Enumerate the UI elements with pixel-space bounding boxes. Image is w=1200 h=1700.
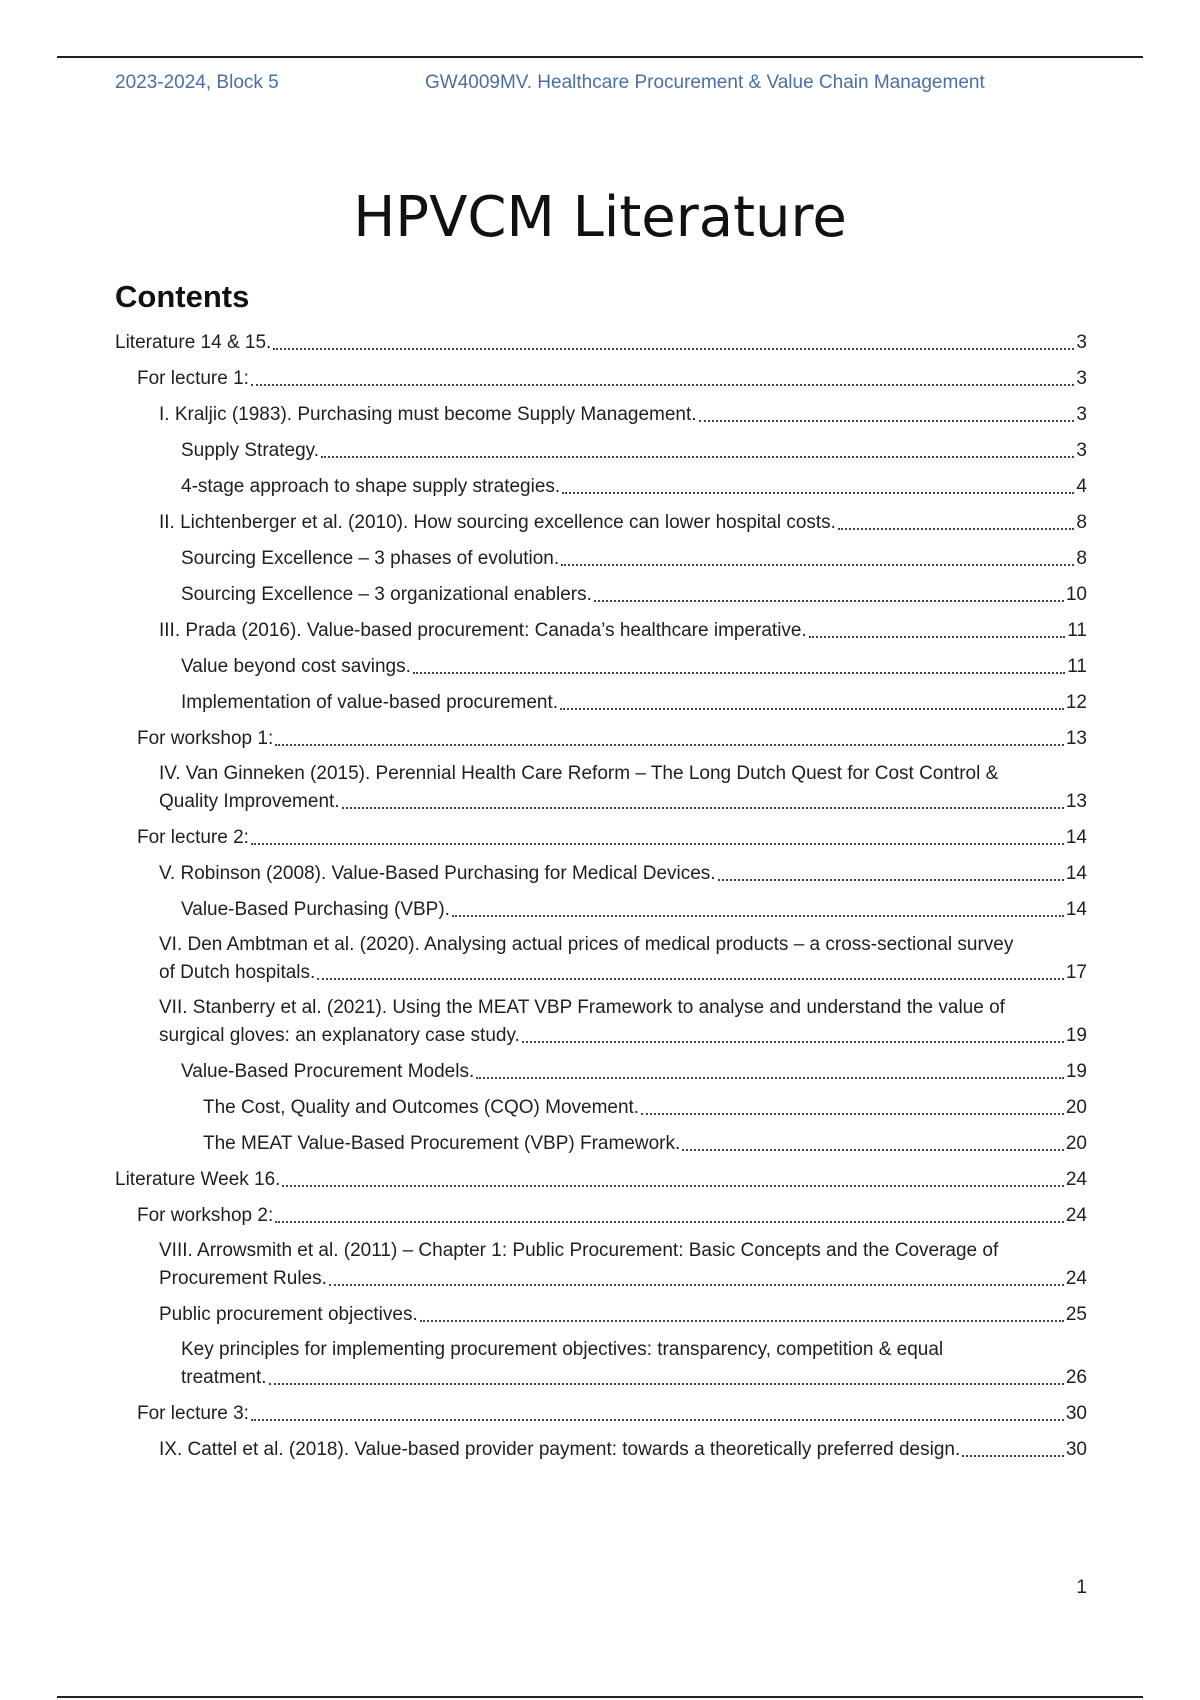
toc-dot-leader (699, 420, 1075, 422)
toc-entry[interactable] (115, 1057, 1087, 1086)
toc-entry-line[interactable] (159, 616, 1087, 645)
toc-entry-title: For lecture 1: (137, 368, 249, 389)
toc-page-number: 11 (1067, 656, 1087, 677)
toc-entry[interactable] (115, 580, 1087, 609)
toc-entry-line[interactable] (181, 544, 1087, 573)
toc-dot-leader (809, 636, 1065, 638)
toc-page-number: 19 (1065, 1025, 1087, 1046)
toc-page-number: 14 (1065, 863, 1087, 884)
toc-entry[interactable] (115, 724, 1087, 753)
toc-entry-line[interactable] (181, 688, 1087, 717)
toc-entry-line[interactable] (115, 1165, 1087, 1194)
toc-dot-leader (413, 672, 1065, 674)
toc-page-number: 4 (1076, 476, 1087, 497)
toc-entry-title: VII. Stanberry et al. (2021). Using the MEAT VBP Framework to analyse and understand the value of (159, 997, 1005, 1018)
toc-entry-title: Literature 14 & 15. (115, 332, 272, 353)
toc-entry[interactable] (115, 823, 1087, 852)
toc-entry-title: I. Kraljic (1983). Purchasing must become Supply Management. (159, 404, 697, 425)
toc-entry-title: II. Lichtenberger et al. (2010). How sourcing excellence can lower hospital costs. (159, 512, 836, 533)
document-title: HPVCM Literature (353, 185, 847, 250)
toc-page-number: 3 (1076, 440, 1087, 461)
toc-page-number: 3 (1076, 332, 1087, 353)
toc-entry-title: The MEAT Value-Based Procurement (VBP) Framework. (203, 1133, 681, 1154)
toc-entry-line[interactable] (137, 364, 1087, 393)
toc-entry-line[interactable] (137, 1399, 1087, 1428)
toc-dot-leader (251, 843, 1064, 845)
toc-page-number: 20 (1065, 1133, 1087, 1154)
toc-entry[interactable] (115, 859, 1087, 888)
header-rule (57, 56, 1143, 58)
toc-dot-leader (321, 456, 1074, 458)
toc-page-number: 8 (1076, 512, 1087, 533)
toc-entry[interactable] (115, 364, 1087, 393)
toc-entry-line[interactable] (181, 1057, 1087, 1086)
toc-entry-title: Quality Improvement. (159, 791, 340, 812)
toc-entry[interactable] (115, 1201, 1087, 1230)
toc-entry[interactable] (115, 688, 1087, 717)
toc-dot-leader (682, 1149, 1064, 1151)
toc-entry-title: III. Prada (2016). Value-based procurement: Canada’s healthcare imperative. (159, 620, 807, 641)
toc-entry-title: Value-Based Purchasing (VBP). (181, 899, 450, 920)
toc-entry-line[interactable] (159, 1021, 1087, 1050)
toc-entry-title: treatment. (181, 1367, 267, 1388)
toc-page-number: 26 (1065, 1367, 1087, 1388)
toc-entry-title: VIII. Arrowsmith et al. (2011) – Chapter 1: Public Procurement: Basic Concepts and the Coverage of (159, 1240, 999, 1261)
page-number: 1 (1076, 1577, 1087, 1598)
toc-dot-leader (522, 1041, 1064, 1043)
toc-entry-title: 4-stage approach to shape supply strategies. (181, 476, 561, 497)
toc-page-number: 13 (1065, 728, 1087, 749)
toc-page-number: 30 (1065, 1439, 1087, 1460)
toc-entry-title: Literature Week 16. (115, 1169, 281, 1190)
toc-entry-line[interactable] (159, 400, 1087, 429)
toc-entry[interactable] (115, 931, 1087, 987)
toc-entry[interactable] (115, 508, 1087, 537)
page-header (115, 72, 1085, 102)
table-of-contents (115, 328, 1087, 1471)
toc-entry-line-wrapped[interactable] (159, 1237, 1087, 1264)
toc-page-number: 25 (1065, 1304, 1087, 1325)
toc-page-number: 17 (1065, 962, 1087, 983)
toc-entry-line[interactable] (203, 1129, 1087, 1158)
toc-entry-line[interactable] (137, 823, 1087, 852)
toc-entry-line[interactable] (181, 580, 1087, 609)
toc-page-number: 8 (1076, 548, 1087, 569)
toc-entry-line[interactable] (159, 1435, 1087, 1464)
toc-entry[interactable] (115, 1300, 1087, 1329)
toc-entry-title: Key principles for implementing procurement objectives: transparency, competition & equal (181, 1339, 944, 1360)
toc-page-number: 14 (1065, 827, 1087, 848)
toc-entry-line[interactable] (137, 1201, 1087, 1230)
toc-entry[interactable] (115, 1435, 1087, 1464)
toc-entry-title: The Cost, Quality and Outcomes (CQO) Movement. (203, 1097, 640, 1118)
toc-entry-line[interactable] (181, 895, 1087, 924)
toc-dot-leader (561, 564, 1074, 566)
toc-entry-title: Supply Strategy. (181, 440, 320, 461)
toc-entry[interactable] (115, 616, 1087, 645)
toc-entry-title: of Dutch hospitals. (159, 962, 316, 983)
toc-page-number: 24 (1065, 1169, 1087, 1190)
toc-entry-title: Sourcing Excellence – 3 phases of evolution. (181, 548, 560, 569)
toc-entry-line[interactable] (137, 724, 1087, 753)
toc-entry[interactable] (115, 1165, 1087, 1194)
toc-entry-line[interactable] (159, 787, 1087, 816)
toc-entry-line[interactable] (159, 1264, 1087, 1293)
toc-entry-line[interactable] (115, 328, 1087, 357)
toc-dot-leader (962, 1455, 1064, 1457)
toc-dot-leader (269, 1383, 1064, 1385)
toc-entry-title: For workshop 2: (137, 1205, 274, 1226)
toc-entry-title: surgical gloves: an explanatory case study. (159, 1025, 520, 1046)
contents-heading: Contents (115, 279, 250, 314)
toc-entry[interactable] (115, 760, 1087, 816)
toc-entry-line-wrapped[interactable] (159, 994, 1087, 1021)
toc-entry[interactable] (115, 994, 1087, 1050)
header-course: GW4009MV. Healthcare Procurement & Value Chain Management (425, 72, 985, 93)
toc-entry[interactable] (115, 328, 1087, 357)
toc-entry[interactable] (115, 1093, 1087, 1122)
toc-dot-leader (641, 1113, 1064, 1115)
toc-dot-leader (452, 915, 1064, 917)
toc-entry-title: For lecture 3: (137, 1403, 249, 1424)
toc-dot-leader (342, 807, 1064, 809)
toc-entry-title: VI. Den Ambtman et al. (2020). Analysing actual prices of medical products – a cross-sectional survey (159, 934, 1014, 955)
toc-dot-leader (282, 1185, 1063, 1187)
toc-dot-leader (329, 1284, 1064, 1286)
toc-dot-leader (420, 1320, 1064, 1322)
toc-page-number: 24 (1065, 1205, 1087, 1226)
toc-dot-leader (594, 600, 1064, 602)
toc-entry-line[interactable] (159, 1300, 1087, 1329)
footer-rule (57, 1696, 1143, 1698)
toc-entry[interactable] (115, 1336, 1087, 1392)
toc-entry-title: For workshop 1: (137, 728, 274, 749)
toc-entry[interactable] (115, 1399, 1087, 1428)
toc-entry-line[interactable] (181, 652, 1087, 681)
toc-entry-title: IX. Cattel et al. (2018). Value-based provider payment: towards a theoretically preferred design. (159, 1439, 961, 1460)
toc-entry-line[interactable] (181, 436, 1087, 465)
toc-entry-line[interactable] (159, 508, 1087, 537)
toc-entry-title: Value-Based Procurement Models. (181, 1061, 475, 1082)
toc-entry[interactable] (115, 1129, 1087, 1158)
toc-entry[interactable] (115, 895, 1087, 924)
header-term: 2023-2024, Block 5 (115, 72, 279, 93)
toc-entry-title: Value beyond cost savings. (181, 656, 411, 677)
toc-entry-line[interactable] (159, 859, 1087, 888)
toc-entry[interactable] (115, 544, 1087, 573)
toc-page-number: 3 (1076, 404, 1087, 425)
toc-entry-line-wrapped[interactable] (159, 931, 1087, 958)
toc-dot-leader (273, 348, 1074, 350)
toc-entry[interactable] (115, 400, 1087, 429)
toc-page-number: 12 (1065, 692, 1087, 713)
toc-dot-leader (838, 528, 1074, 530)
toc-entry-title: Implementation of value-based procurement. (181, 692, 559, 713)
toc-entry-line[interactable] (181, 1363, 1087, 1392)
toc-dot-leader (718, 879, 1064, 881)
toc-dot-leader (275, 744, 1064, 746)
toc-dot-leader (560, 708, 1064, 710)
toc-dot-leader (317, 978, 1064, 980)
toc-entry-title: Procurement Rules. (159, 1268, 327, 1289)
toc-entry-line-wrapped[interactable] (181, 1336, 1087, 1363)
toc-page-number: 3 (1076, 368, 1087, 389)
toc-entry-line[interactable] (159, 958, 1087, 987)
toc-page-number: 10 (1065, 584, 1087, 605)
toc-entry[interactable] (115, 652, 1087, 681)
toc-dot-leader (251, 384, 1074, 386)
toc-page-number: 19 (1065, 1061, 1087, 1082)
toc-entry-title: Sourcing Excellence – 3 organizational enablers. (181, 584, 592, 605)
toc-dot-leader (251, 1419, 1064, 1421)
toc-page-number: 11 (1067, 620, 1087, 641)
toc-entry[interactable] (115, 436, 1087, 465)
toc-entry[interactable] (115, 472, 1087, 501)
toc-entry[interactable] (115, 1237, 1087, 1293)
toc-dot-leader (275, 1221, 1064, 1223)
toc-entry-line-wrapped[interactable] (159, 760, 1087, 787)
toc-entry-line[interactable] (181, 472, 1087, 501)
toc-entry-title: Public procurement objectives. (159, 1304, 418, 1325)
toc-entry-title: For lecture 2: (137, 827, 249, 848)
toc-entry-title: IV. Van Ginneken (2015). Perennial Health Care Reform – The Long Dutch Quest for Cost Control & (159, 763, 999, 784)
toc-page-number: 14 (1065, 899, 1087, 920)
toc-dot-leader (562, 492, 1074, 494)
toc-page-number: 30 (1065, 1403, 1087, 1424)
toc-page-number: 20 (1065, 1097, 1087, 1118)
toc-entry-title: V. Robinson (2008). Value-Based Purchasing for Medical Devices. (159, 863, 716, 884)
toc-page-number: 13 (1065, 791, 1087, 812)
toc-page-number: 24 (1065, 1268, 1087, 1289)
toc-entry-line[interactable] (203, 1093, 1087, 1122)
toc-dot-leader (476, 1077, 1064, 1079)
